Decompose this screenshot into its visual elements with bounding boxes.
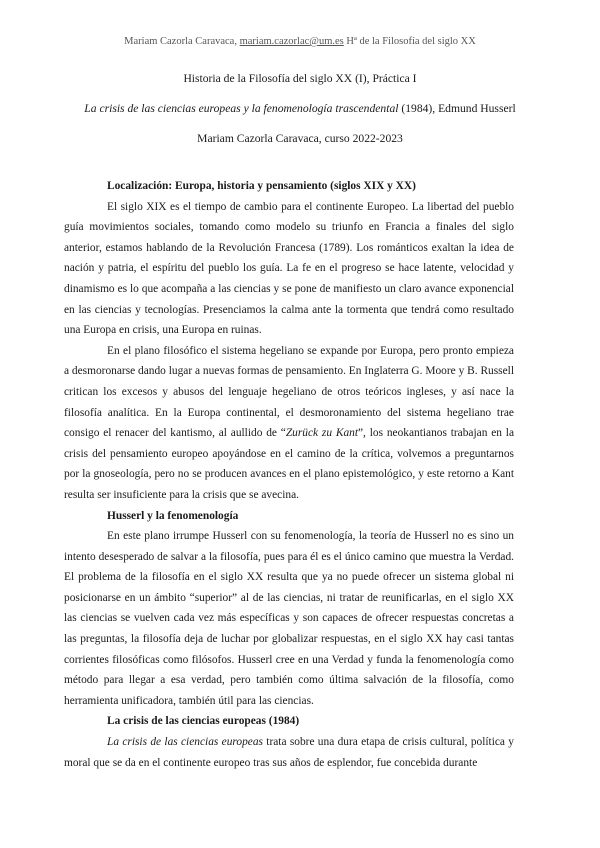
paragraph-text: En el plano filosófico el sistema hegeliano se expande por Europa, pero pronto empieza a desmoronarse dando lugar a nuevas formas de pensamiento. En Inglaterra G. Moore y B. Russell critican los excesos y abusos del lenguaje hegeliano de otros teóricos ingleses, y así nace la filosofía analítica. En la Europa continental, el desmoronamiento del sistema hegeliano trae consigo el renacer del kantismo, al aullido de “ bbox=[64, 344, 514, 440]
work-title: La crisis de las ciencias europeas y la fenomenología trascendental bbox=[84, 102, 399, 115]
paragraph-text: ”, los neokantianos trabajan en la crisis del pensamiento europeo apoyándose en el camino de la crítica, volvemos a preguntarnos por la gnoseología, pero no se producen avances en el plano epistemológico, y este retorno a Kant resulta ser insuficiente para la crisis que se avecina. bbox=[64, 427, 514, 501]
quote-zuruck-zu-kant: Zurück zu Kant bbox=[285, 427, 358, 440]
title-block bbox=[0, 72, 600, 146]
header-course: Hª de la Filosofía del siglo XX bbox=[346, 36, 476, 47]
section-heading-localizacion: Localización: Europa, historia y pensamiento (siglos XIX y XX) bbox=[107, 180, 416, 192]
author-email-link[interactable]: mariam.cazorlac@um.es bbox=[239, 36, 344, 47]
running-header bbox=[0, 36, 600, 47]
paragraph bbox=[64, 341, 514, 506]
paragraph: El siglo XIX es el tiempo de cambio para el continente Europeo. La libertad del pueblo guía movimientos sociales, tomando como modelo su triunfo en Francia a finales del siglo anterior, estamos hablando de la Revolución Francesa (1789). Los románticos exaltan la idea de nación y patria, el espíritu del pueblo los guía. La fe en el progreso se hace latente, velocidad y dinamismo es lo que acompaña a las ciencias y se pone de manifiesto un claro avance exponencial en las ciencias y tecnologías. Presenciamos la calma ante la tormenta que tendrá como resultado una Europa en crisis, una Europa en ruinas. bbox=[64, 200, 514, 337]
paragraph: En este plano irrumpe Husserl con su fenomenología, la teoría de Husserl no es sino un intento desesperado de salvar a la filosofía, pues para él es el único camino que muestra la Verdad. El problema de la filosofía en el siglo XX resulta que ya no puede ofrecer un sistema global ni posicionarse en un ámbito “superior” al de las ciencias, ni tratar de reunificarlas, en el siglo XX las ciencias se vuelven cada vez más específicas y son capaces de ofrecer respuestas concretas a las preguntas, la filosofía deja de luchar por globalizar respuestas, en el siglo XX hay casi tantas corrientes filosóficas como filósofos. Husserl cree en una Verdad y funda la fenomenología como método para llegar a esa verdad, pero también como última salvación de la filosofía, como herramienta unificadora, también útil para las ciencias. bbox=[64, 530, 514, 707]
course-title: Historia de la Filosofía del siglo XX (I), Práctica I bbox=[183, 72, 417, 85]
paragraph bbox=[64, 732, 514, 773]
section-heading-crisis: La crisis de las ciencias europeas (1984) bbox=[107, 715, 300, 728]
author-course-line: Mariam Cazorla Caravaca, curso 2022-2023 bbox=[197, 132, 403, 145]
paragraph-text: trata sobre una dura etapa de crisis cultural, política y moral que se da en el continente europeo tras sus años de esplendor, fue concebida durante bbox=[64, 736, 514, 769]
book-title: La crisis de las ciencias europeas bbox=[107, 736, 263, 749]
work-title-line bbox=[0, 102, 600, 116]
document-body bbox=[64, 176, 514, 773]
work-title-rest: (1984), Edmund Husserl bbox=[398, 102, 516, 115]
header-author: Mariam Cazorla Caravaca, bbox=[124, 36, 237, 47]
section-heading-husserl: Husserl y la fenomenología bbox=[107, 509, 239, 522]
